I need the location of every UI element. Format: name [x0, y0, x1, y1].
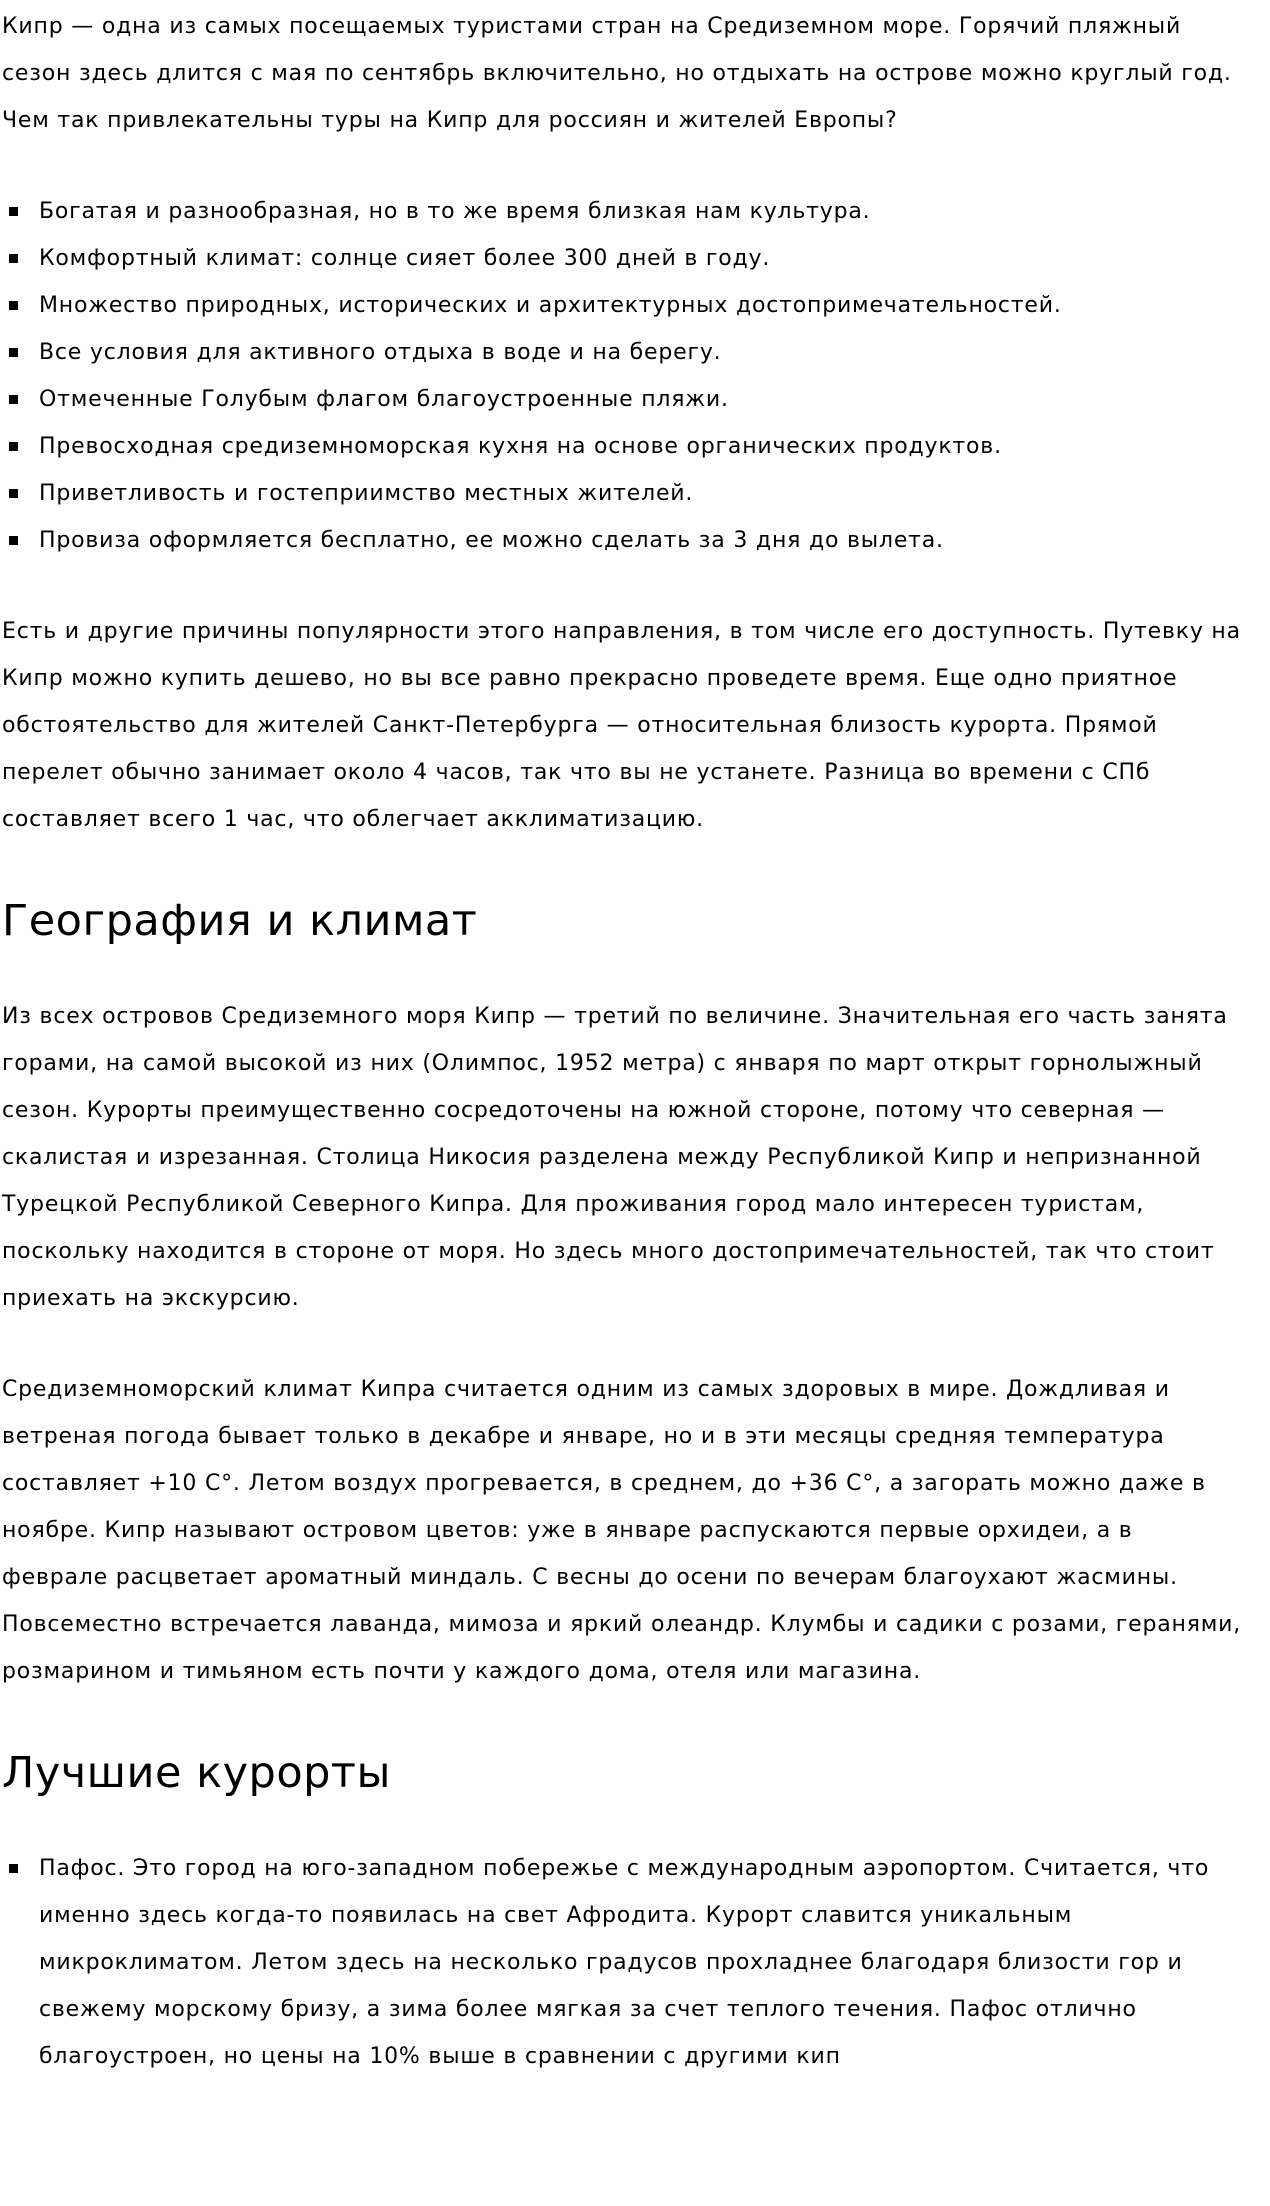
list-item-text: Богатая и разнообразная, но в то же время близкая нам культура.: [39, 199, 871, 224]
list-item: [2, 517, 1244, 564]
list-item: [2, 282, 1244, 329]
resorts-list: [2, 1845, 1244, 2080]
list-item-text: Комфортный климат: солнце сияет более 300 дней в году.: [39, 246, 771, 271]
list-item: [2, 376, 1244, 423]
reasons-list: [2, 188, 1244, 564]
bullet-square-icon: [9, 536, 18, 545]
list-item-text: Множество природных, исторических и архитектурных достопримечательностей.: [39, 293, 1062, 318]
intro-paragraph: Кипр — одна из самых посещаемых туристами стран на Средиземном море. Горячий пляжный сезон здесь длится с мая по сентябрь включительно, но отдыхать на острове можно круглый год. Чем так привлекательны туры на Кипр для россиян и жителей Европы?: [2, 14, 1232, 133]
availability-paragraph: Есть и другие причины популярности этого направления, в том числе его доступность. Путевку на Кипр можно купить дешево, но вы все равно прекрасно проведете время. Еще одно приятное обстоятельство для жителей Санкт-Петербурга — относительная близость курорта. Прямой перелет обычно занимает около 4 часов, так что вы не устанете. Разница во времени с СПб составляет всего 1 час, что облегчает акклиматизацию.: [2, 619, 1241, 832]
bullet-square-icon: [9, 395, 18, 404]
list-item-text: Превосходная средиземноморская кухня на основе органических продуктов.: [39, 434, 1002, 459]
list-item: [2, 329, 1244, 376]
list-item-text: Отмеченные Голубым флагом благоустроенные пляжи.: [39, 387, 729, 412]
bullet-square-icon: [9, 348, 18, 357]
list-item: [2, 1845, 1244, 2080]
list-item: [2, 188, 1244, 235]
bullet-square-icon: [9, 207, 18, 216]
geography-paragraph: Из всех островов Средиземного моря Кипр — третий по величине. Значительная его часть занята горами, на самой высокой из них (Олимпос, 1952 метра) с января по март открыт горнолыжный сезон. Курорты преимущественно сосредоточены на южной стороне, потому что северная — скалистая и изрезанная. Столица Никосия разделена между Республикой Кипр и непризнанной Турецкой Республикой Северного Кипра. Для проживания город мало интересен туристам, поскольку находится в стороне от моря. Но здесь много достопримечательностей, так что стоит приехать на экскурсию.: [2, 1004, 1228, 1311]
section-heading-geography: География и климат: [2, 896, 478, 946]
list-item: [2, 235, 1244, 282]
bullet-square-icon: [9, 489, 18, 498]
list-item-text: Провиза оформляется бесплатно, ее можно сделать за 3 дня до вылета.: [39, 528, 944, 553]
list-item-text: Пафос. Это город на юго-западном побережье с международным аэропортом. Считается, что именно здесь когда-то появилась на свет Афродита. Курорт славится уникальным микроклиматом. Летом здесь на несколько градусов прохладнее благодаря близости гор и свежему морскому бризу, а зима более мягкая за счет теплого течения. Пафос отлично благоустроен, но цены на 10% выше в сравнении с другими кип: [39, 1856, 1210, 2069]
bullet-square-icon: [9, 442, 18, 451]
list-item: [2, 470, 1244, 517]
list-item-text: Приветливость и гостеприимство местных жителей.: [39, 481, 694, 506]
list-item: [2, 423, 1244, 470]
bullet-square-icon: [9, 1864, 18, 1873]
section-heading-resorts: Лучшие курорты: [2, 1748, 391, 1798]
bullet-square-icon: [9, 301, 18, 310]
list-item-text: Все условия для активного отдыха в воде и на берегу.: [39, 340, 722, 365]
bullet-square-icon: [9, 254, 18, 263]
climate-paragraph: Средиземноморский климат Кипра считается одним из самых здоровых в мире. Дождливая и ветреная погода бывает только в декабре и январе, но и в эти месяцы средняя температура составляет +10 С°. Летом воздух прогревается, в среднем, до +36 С°, а загорать можно даже в ноябре. Кипр называют островом цветов: уже в январе распускаются первые орхидеи, а в феврале расцветает ароматный миндаль. С весны до осени по вечерам благоухают жасмины. Повсеместно встречается лаванда, мимоза и яркий олеандр. Клумбы и садики с розами, геранями, розмарином и тимьяном есть почти у каждого дома, отеля или магазина.: [2, 1377, 1242, 1684]
